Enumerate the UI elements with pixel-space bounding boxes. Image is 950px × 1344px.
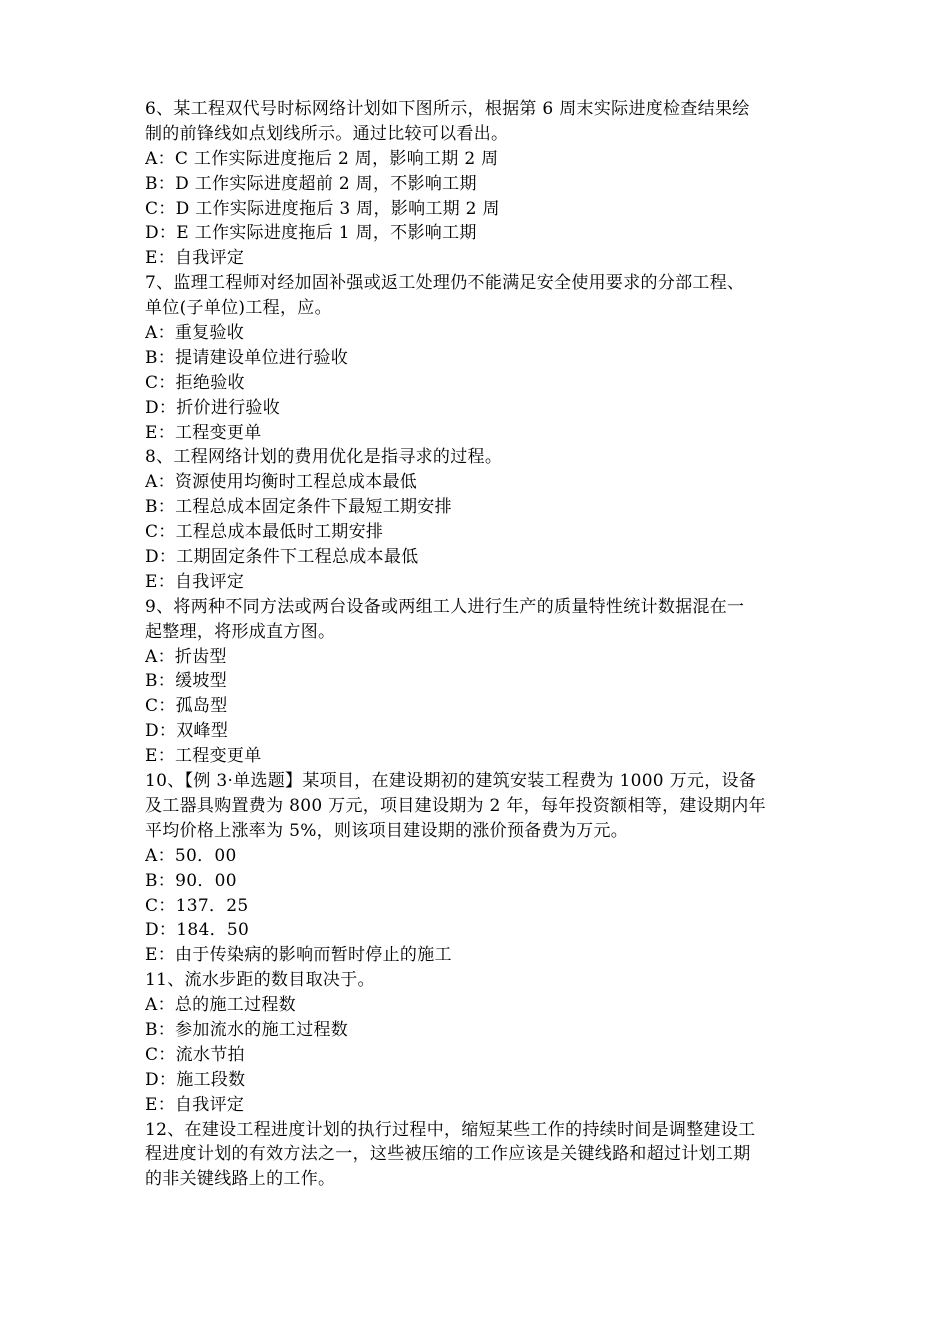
question-text-line: 12、在建设工程进度计划的执行过程中，缩短某些工作的持续时间是调整建设工 xyxy=(145,1119,756,1140)
question-text-line: 程进度计划的有效方法之一，这些被压缩的工作应该是关键线路和超过计划工期 xyxy=(145,1144,751,1165)
option-c: C：工程总成本最低时工期安排 xyxy=(145,522,384,543)
option-d: D：施工段数 xyxy=(145,1069,246,1090)
option-a: A：资源使用均衡时工程总成本最低 xyxy=(145,472,418,493)
option-d: D：工期固定条件下工程总成本最低 xyxy=(145,547,419,568)
option-e: E：工程变更单 xyxy=(145,422,262,443)
question-text-line: 6、某工程双代号时标网络计划如下图所示，根据第 6 周末实际进度检查结果绘 xyxy=(145,99,750,119)
question-7 xyxy=(145,271,813,445)
option-b: B：D 工作实际进度超前 2 周，不影响工期 xyxy=(145,173,477,194)
option-c: C：137．25 xyxy=(145,895,249,916)
option-a: A：总的施工过程数 xyxy=(145,995,296,1016)
question-text-line: 9、将两种不同方法或两台设备或两组工人进行生产的质量特性统计数据混在一 xyxy=(145,596,745,617)
option-c: C：孤岛型 xyxy=(145,696,228,717)
question-text-line: 7、监理工程师对经加固补强或返工处理仍不能满足安全使用要求的分部工程、 xyxy=(145,273,745,294)
option-b: B：参加流水的施工过程数 xyxy=(145,1019,349,1040)
option-e: E：由于传染病的影响而暂时停止的施工 xyxy=(145,945,452,966)
question-10 xyxy=(145,769,813,968)
option-d: D：折价进行验收 xyxy=(145,397,281,418)
option-c: C：拒绝验收 xyxy=(145,372,245,393)
option-d: D：184．50 xyxy=(145,920,250,941)
question-text-line: 制的前锋线如点划线所示。通过比较可以看出。 xyxy=(145,123,509,144)
question-text-line: 的非关键线路上的工作。 xyxy=(145,1169,336,1190)
question-8 xyxy=(145,445,813,594)
question-9 xyxy=(145,595,813,769)
option-e: E：自我评定 xyxy=(145,248,245,269)
option-c: C：D 工作实际进度拖后 3 周，影响工期 2 周 xyxy=(145,198,500,219)
option-e: E：工程变更单 xyxy=(145,746,262,767)
question-text-line: 起整理，将形成直方图。 xyxy=(145,621,336,642)
question-text-line: 单位(子单位)工程，应。 xyxy=(145,298,332,319)
question-text-line: 及工器具购置费为 800 万元，项目建设期为 2 年，每年投资额相等，建设期内年 xyxy=(145,795,766,816)
option-b: B：提请建设单位进行验收 xyxy=(145,347,349,368)
question-text-line: 10、【例 3·单选题】某项目，在建设期初的建筑安装工程费为 1000 万元，设备 xyxy=(145,771,757,792)
option-c: C：流水节拍 xyxy=(145,1044,245,1065)
option-b: B：工程总成本固定条件下最短工期安排 xyxy=(145,497,452,518)
question-text-line: 平均价格上涨率为 5%，则该项目建设期的涨价预备费为万元。 xyxy=(145,820,629,841)
option-d: D：E 工作实际进度拖后 1 周，不影响工期 xyxy=(145,223,477,244)
question-text-line: 8、工程网络计划的费用优化是指寻求的过程。 xyxy=(145,447,503,468)
document-page xyxy=(145,97,813,1192)
option-e: E：自我评定 xyxy=(145,1094,245,1115)
option-a: A：折齿型 xyxy=(145,646,227,667)
question-text-line: 11、流水步距的数目取决于。 xyxy=(145,970,375,991)
question-11 xyxy=(145,968,813,1117)
option-a: A：C 工作实际进度拖后 2 周，影响工期 2 周 xyxy=(145,148,499,169)
option-e: E：自我评定 xyxy=(145,571,245,592)
option-b: B：90．00 xyxy=(145,870,237,891)
question-6 xyxy=(145,97,813,271)
question-12 xyxy=(145,1118,813,1193)
option-d: D：双峰型 xyxy=(145,721,229,742)
option-a: A：重复验收 xyxy=(145,323,245,344)
option-a: A：50．00 xyxy=(145,845,237,866)
option-b: B：缓坡型 xyxy=(145,671,227,692)
